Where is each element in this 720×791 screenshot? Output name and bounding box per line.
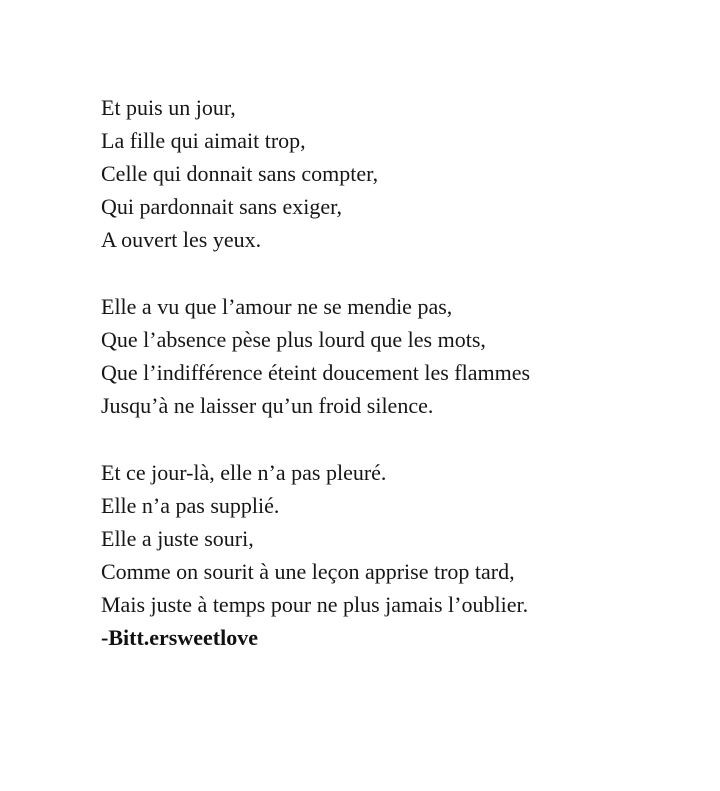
poem-line: Elle n’a pas supplié. (101, 493, 280, 518)
stanza-1 (101, 91, 701, 256)
stanza-2 (101, 290, 701, 422)
poem-line: La fille qui aimait trop, (101, 128, 306, 153)
poem-line: Jusqu’à ne laisser qu’un froid silence. (101, 393, 434, 418)
poem-line: Et ce jour-là, elle n’a pas pleuré. (101, 460, 387, 485)
poem-line: Elle a vu que l’amour ne se mendie pas, (101, 294, 453, 319)
poem-line: Mais juste à temps pour ne plus jamais l’oublier. (101, 592, 529, 617)
poem-line: Que l’absence pèse plus lourd que les mots, (101, 327, 486, 352)
poem-line: Celle qui donnait sans compter, (101, 161, 379, 186)
poem-line: A ouvert les yeux. (101, 227, 262, 252)
poem-text (101, 91, 701, 654)
poem-line: Elle a juste souri, (101, 526, 254, 551)
stanza-3 (101, 456, 701, 621)
poem-line: Qui pardonnait sans exiger, (101, 194, 343, 219)
author-signature: -Bitt.ersweetlove (101, 625, 258, 650)
poem-line: Que l’indifférence éteint doucement les flammes (101, 360, 531, 385)
poem-line: Comme on sourit à une leçon apprise trop tard, (101, 559, 515, 584)
poem-line: Et puis un jour, (101, 95, 236, 120)
